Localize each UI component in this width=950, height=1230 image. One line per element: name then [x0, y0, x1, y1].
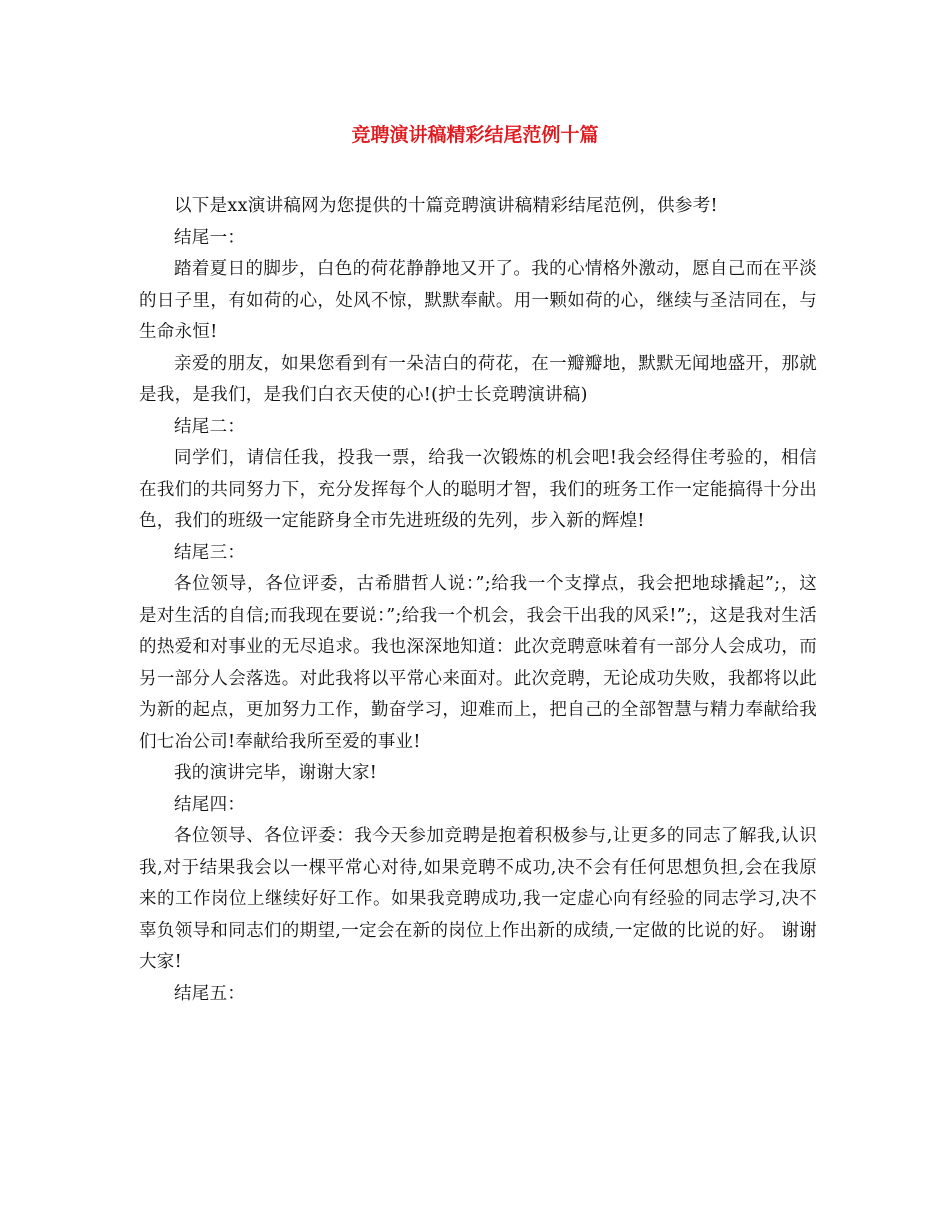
paragraph: 我的演讲完毕，谢谢大家!: [174, 763, 378, 783]
section-heading-3: 结尾三：: [174, 542, 246, 563]
paragraph: 亲爱的朋友，如果您看到有一朵洁白的荷花，在一瓣瓣地，默默无闻地盛开，那就是我，是我们，是我们白衣天使的心!(护士长竞聘演讲稿): [139, 353, 817, 405]
paragraph: 踏着夏日的脚步，白色的荷花静静地又开了。我的心情格外激动，愿自己而在平淡的日子里，有如荷的心，处风不惊，默默奉献。用一颗如荷的心，继续与圣洁同在，与生命永恒!: [139, 259, 817, 342]
section-heading-1: 结尾一：: [174, 227, 246, 248]
section-heading-2: 结尾二：: [174, 416, 246, 437]
section-heading-5: 结尾五：: [174, 983, 246, 1004]
paragraph: 同学们，请信任我，投我一票，给我一次锻炼的机会吧!我会经得住考验的，相信在我们的共同努力下，充分发挥每个人的聪明才智，我们的班务工作一定能搞得十分出色，我们的班级一定能跻身全市先进班级的先列，步入新的辉煌!: [139, 448, 817, 531]
intro-paragraph: 以下是xx演讲稿网为您提供的十篇竞聘演讲稿精彩结尾范例，供参考!: [174, 196, 718, 216]
section-heading-4: 结尾四：: [174, 794, 246, 815]
paragraph: 各位领导、各位评委：我今天参加竞聘是抱着积极参与,让更多的同志了解我,认识我,对于结果我会以一棵平常心对待,如果竞聘不成功,决不会有任何思想负担,会在我原来的工作岗位上继续好好工作。如果我竞聘成功,我一定虚心向有经验的同志学习,决不辜负领导和同志们的期望,一定会在新的岗位上作出新的成绩,一定做的比说的好。 谢谢大家!: [139, 826, 817, 972]
paragraph: 各位领导，各位评委，古希腊哲人说：”;给我一个支撑点，我会把地球撬起”;，这是对生活的自信;而我现在要说：”;给我一个机会，我会干出我的风采!”;，这是我对生活的热爱和对事业的无尽追求。我也深深地知道：此次竞聘意味着有一部分人会成功，而另一部分人会落选。对此我将以平常心来面对。此次竞聘，无论成功失败，我都将以此为新的起点，更加努力工作，勤奋学习，迎难而上，把自己的全部智慧与精力奉献给我们七冶公司!奉献给我所至爱的事业!: [139, 574, 817, 752]
document-title: 竞聘演讲稿精彩结尾范例十篇: [351, 124, 599, 146]
document-body: [139, 191, 817, 1010]
